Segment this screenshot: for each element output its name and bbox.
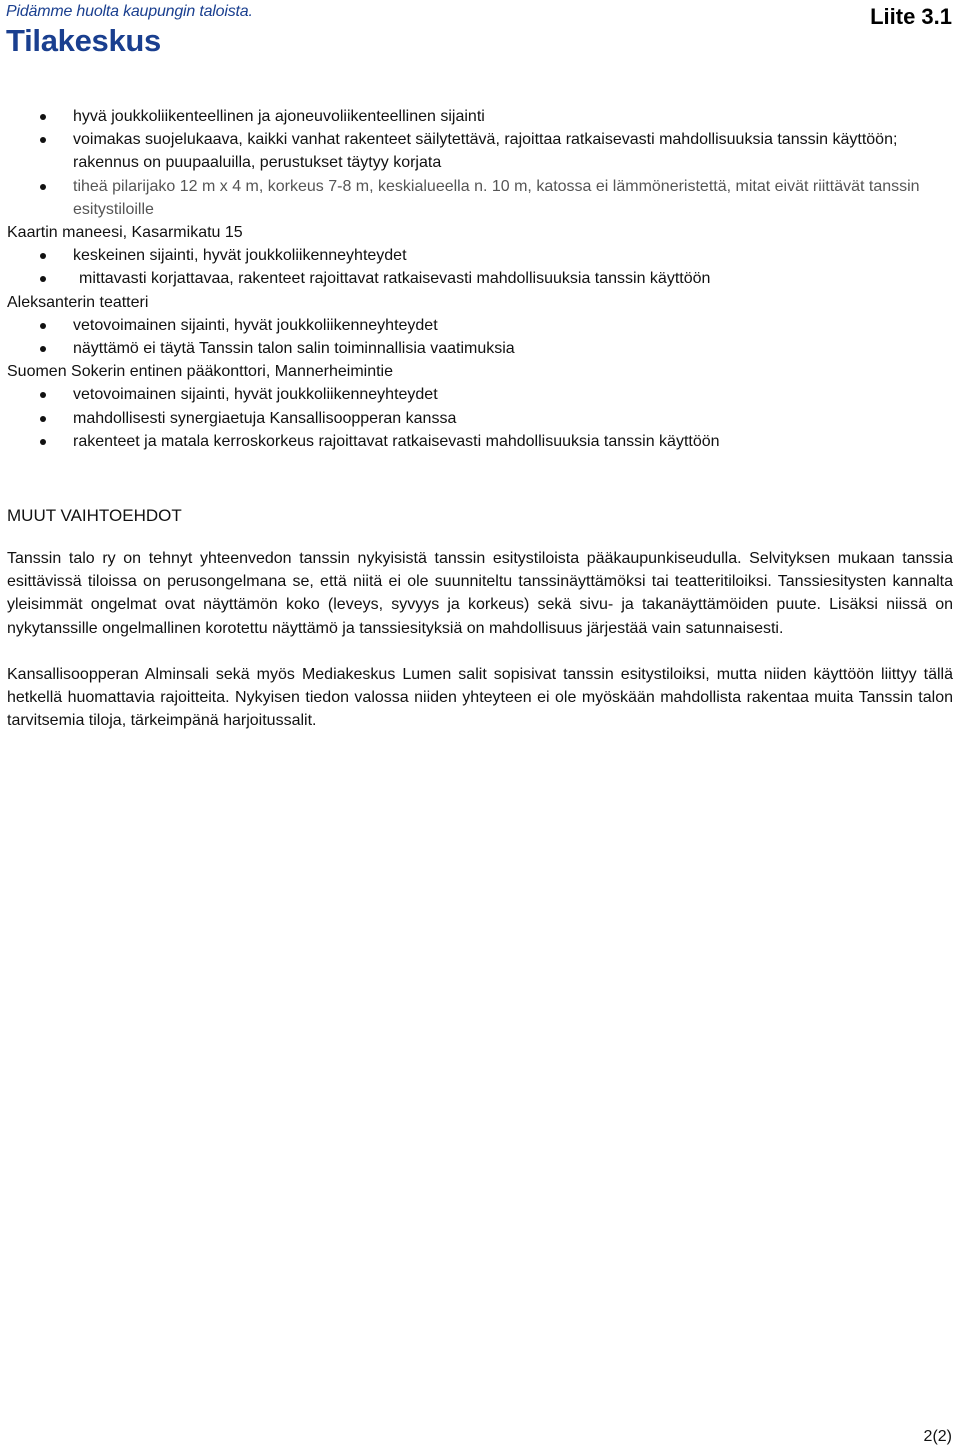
bullet-icon — [40, 137, 46, 143]
aleksanterin-title: Aleksanterin teatteri — [7, 293, 149, 311]
logo-tagline: Pidämme huolta kaupungin taloista. — [6, 3, 253, 20]
bullet-icon — [40, 346, 46, 352]
list-item — [7, 105, 953, 128]
list-item — [7, 244, 953, 267]
list-item-text: tiheä pilarijako 12 m x 4 m, korkeus 7-8 m, keskialueella n. 10 m, katossa ei lämmöneristettä, mitat eivät riittävät tanssin esitystiloille — [73, 177, 920, 218]
bullet-icon — [40, 439, 46, 445]
bullet-icon — [40, 276, 46, 282]
list-item — [7, 430, 953, 453]
list-item — [7, 267, 953, 290]
bullet-icon — [40, 184, 46, 190]
list-item-text: voimakas suojelukaava, kaikki vanhat rakenteet säilytettävä, rajoittaa ratkaisevasti mahdollisuuksia tanssin käyttöön; rakennus on puupaaluilla, perustukset täytyy korjata — [73, 131, 898, 172]
bullet-icon — [40, 253, 46, 259]
kaartin-bullet-list — [7, 244, 953, 290]
list-item — [7, 337, 953, 360]
list-item-text: näyttämö ei täytä Tanssin talon salin toiminnallisia vaatimuksia — [73, 340, 515, 358]
list-item-text: mahdollisesti synergiaetuja Kansallisoopperan kanssa — [73, 409, 457, 427]
muut-paragraph-1: Tanssin talo ry on tehnyt yhteenvedon tanssin nykyisistä tanssin esitystiloista pääkaupunkiseudulla. Selvityksen mukaan tanssia esittävissä tiloissa on perusongelmana se, että niitä ei ole suunniteltu tanssinäyttämöksi tai teatteritiloiksi. Tanssiesitysten kannalta yleisimmät ongelmat ovat näyttämön koko (leveys, syvyys ja korkeus) sekä sivu- ja takanäyttämöiden puute. Lisäksi niissä on nykytanssille ongelmallinen korotettu näyttämö ja tanssiesityksiä on mahdollisuus järjestää vain satunnaisesti. — [7, 550, 953, 637]
bullet-icon — [40, 323, 46, 329]
intro-bullet-list — [7, 105, 953, 221]
logo-name: Tilakeskus — [6, 23, 161, 58]
list-item-text: mittavasti korjattavaa, rakenteet rajoittavat ratkaisevasti mahdollisuuksia tanssin käyttöön — [79, 270, 711, 288]
muut-paragraph-2: Kansallisoopperan Alminsali sekä myös Mediakeskus Lumen salit sopisivat tanssin esitystiloiksi, mutta niiden käyttöön liittyy tällä hetkellä huomattavia rajoitteita. Nykyisen tiedon valossa niiden yhteyteen ei ole myöskään mahdollista rakentaa muita Tanssin talon tarvitsemia tiloja, tärkeimpänä harjoitussalit. — [7, 665, 953, 730]
list-item-text: hyvä joukkoliikenteellinen ja ajoneuvoliikenteellinen sijainti — [73, 108, 485, 125]
sokeri-title: Suomen Sokerin entinen pääkonttori, Mannerheimintie — [7, 363, 394, 381]
list-item — [7, 407, 953, 430]
page-number: 2(2) — [923, 1428, 952, 1445]
bullet-icon — [40, 416, 46, 422]
list-item — [7, 383, 953, 406]
bullet-icon — [40, 114, 46, 120]
bullet-icon — [40, 392, 46, 398]
list-item-text: vetovoimainen sijainti, hyvät joukkoliikenneyhteydet — [73, 316, 438, 334]
document-body — [7, 105, 953, 732]
list-item-text: vetovoimainen sijainti, hyvät joukkoliikenneyhteydet — [73, 386, 438, 404]
aleksanterin-bullet-list — [7, 314, 953, 360]
list-item — [7, 314, 953, 337]
kaartin-title: Kaartin maneesi, Kasarmikatu 15 — [7, 224, 243, 242]
tilakeskus-logo — [6, 3, 253, 61]
list-item-text: keskeinen sijainti, hyvät joukkoliikenneyhteydet — [73, 247, 407, 265]
appendix-label: Liite 3.1 — [870, 4, 952, 29]
sokeri-bullet-list — [7, 383, 953, 453]
muut-vaihtoehdot-heading: MUUT VAIHTOEHDOT — [7, 506, 182, 526]
list-item-text: rakenteet ja matala kerroskorkeus rajoittavat ratkaisevasti mahdollisuuksia tanssin käyttöön — [73, 432, 720, 450]
list-item — [7, 128, 953, 174]
list-item — [7, 175, 953, 221]
